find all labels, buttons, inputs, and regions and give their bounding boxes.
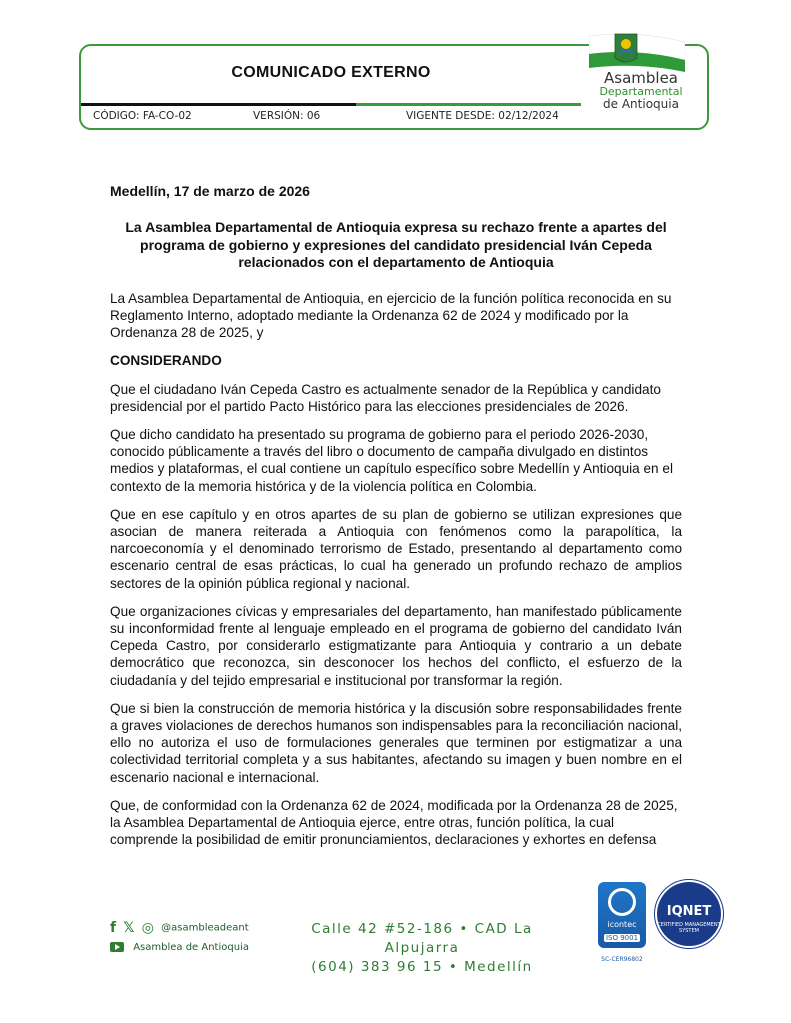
iso-label: ISO 9001 bbox=[605, 934, 639, 942]
document-body bbox=[110, 183, 682, 859]
x-icon[interactable]: 𝕏 bbox=[123, 920, 135, 936]
paragraph: Que si bien la construcción de memoria histórica y la discusión sobre responsabilidades frente a graves violaciones de derechos humanos son indispensables para la reconciliación nacional, ello no autoriza el uso de formulaciones generales que terminen por estigmatizar a una colectividad territorial completa y a sus habitantes, afectando su imagen y buen nombre en el escenario nacional e internacional. bbox=[110, 700, 682, 785]
logo-line-2: Departamental bbox=[599, 85, 683, 98]
icontec-label: icontec bbox=[607, 920, 637, 929]
iqnet-label: IQNET bbox=[666, 904, 712, 919]
paragraph: Que organizaciones cívicas y empresariales del departamento, han manifestado públicamente su inconformidad frente al lenguaje empleado en el programa de gobierno del candidato Iván Cepeda Castro, por considerarlo estigmatizante para Antioquia y contrario a un debate democrático que reconozca, sin desconocer los hechos del conflicto, el esfuerzo de la ciudadanía y del tejido empresarial e institucional por transformar la región. bbox=[110, 603, 682, 688]
document-header bbox=[79, 44, 709, 130]
header-title: COMUNICADO EXTERNO bbox=[231, 64, 431, 81]
address-line-2: (604) 383 96 15 • Medellín bbox=[311, 959, 533, 975]
youtube-label: Asamblea de Antioquia bbox=[133, 942, 249, 953]
instagram-icon[interactable]: ◎ bbox=[141, 920, 154, 936]
social-links bbox=[110, 920, 249, 936]
document-heading: La Asamblea Departamental de Antioquia expresa su rechazo frente a apartes del programa de gobierno y expresiones del candidato presidencial Iván Cepeda relacionados con el departamento de Antioquia bbox=[125, 219, 667, 271]
assembly-logo bbox=[581, 32, 701, 130]
youtube-link[interactable] bbox=[110, 942, 249, 953]
paragraph: Que dicho candidato ha presentado su programa de gobierno para el periodo 2026-2030, conocido públicamente a través del libro o documento de campaña divulgado en distintos medios y plataformas, el cual contiene un capítulo específico sobre Medellín y Antioquia en el contexto de la memoria histórica y de la violencia política en Colombia. bbox=[110, 426, 673, 494]
logo-text bbox=[581, 70, 701, 111]
logo-line-3: de Antioquia bbox=[603, 97, 679, 111]
iqnet-certification-badge bbox=[657, 882, 721, 946]
icontec-logo-icon bbox=[608, 888, 636, 916]
certificate-code: SC-CER96802 bbox=[601, 956, 643, 963]
header-code: CÓDIGO: FA-CO-02 bbox=[93, 110, 192, 122]
icontec-certification-badge bbox=[598, 882, 646, 948]
address-line-1: Calle 42 #52-186 • CAD La Alpujarra bbox=[311, 921, 533, 956]
youtube-icon bbox=[110, 942, 124, 952]
header-divider bbox=[81, 103, 581, 106]
header-version: VERSIÓN: 06 bbox=[253, 110, 321, 122]
paragraph: Que el ciudadano Iván Cepeda Castro es actualmente senador de la República y candidato presidencial por el partido Pacto Histórico para las elecciones presidenciales de 2026. bbox=[110, 381, 661, 414]
header-left bbox=[81, 46, 581, 128]
intro-paragraph: La Asamblea Departamental de Antioquia, en ejercicio de la función política reconocida en su Reglamento Interno, adoptado mediante la Ordenanza 62 de 2024 y modificado por la Ordenanza 28 de 2025, y bbox=[110, 290, 672, 341]
considerando-heading: CONSIDERANDO bbox=[110, 353, 222, 369]
header-valid-from: VIGENTE DESDE: 02/12/2024 bbox=[406, 110, 559, 122]
social-handle: @asambleadeant bbox=[161, 922, 249, 934]
logo-line-1: Asamblea bbox=[604, 69, 678, 87]
document-footer bbox=[0, 880, 791, 1023]
iqnet-subtitle: CERTIFIED MANAGEMENT SYSTEM bbox=[657, 922, 721, 934]
document-date: Medellín, 17 de marzo de 2026 bbox=[110, 183, 310, 199]
contact-address bbox=[282, 920, 562, 977]
paragraph: Que, de conformidad con la Ordenanza 62 de 2024, modificada por la Ordenanza 28 de 2025, la Asamblea Departamental de Antioquia ejerce, entre otras, función política, la cual comprende la posibilidad de emitir pronunciamientos, declaraciones y exhortes en defensa bbox=[110, 797, 678, 848]
paragraph: Que en ese capítulo y en otros apartes de su plan de gobierno se utilizan expresiones que asocian de manera reiterada a Antioquia con fenómenos como la parapolítica, la narcoeconomía y el denominado terrorismo de Estado, presentando al departamento como escenario central de esas prácticas, lo cual ha generado un profundo rechazo de amplios sectores de la opinión pública regional y nacional. bbox=[110, 506, 682, 591]
facebook-icon[interactable]: f bbox=[110, 920, 117, 936]
